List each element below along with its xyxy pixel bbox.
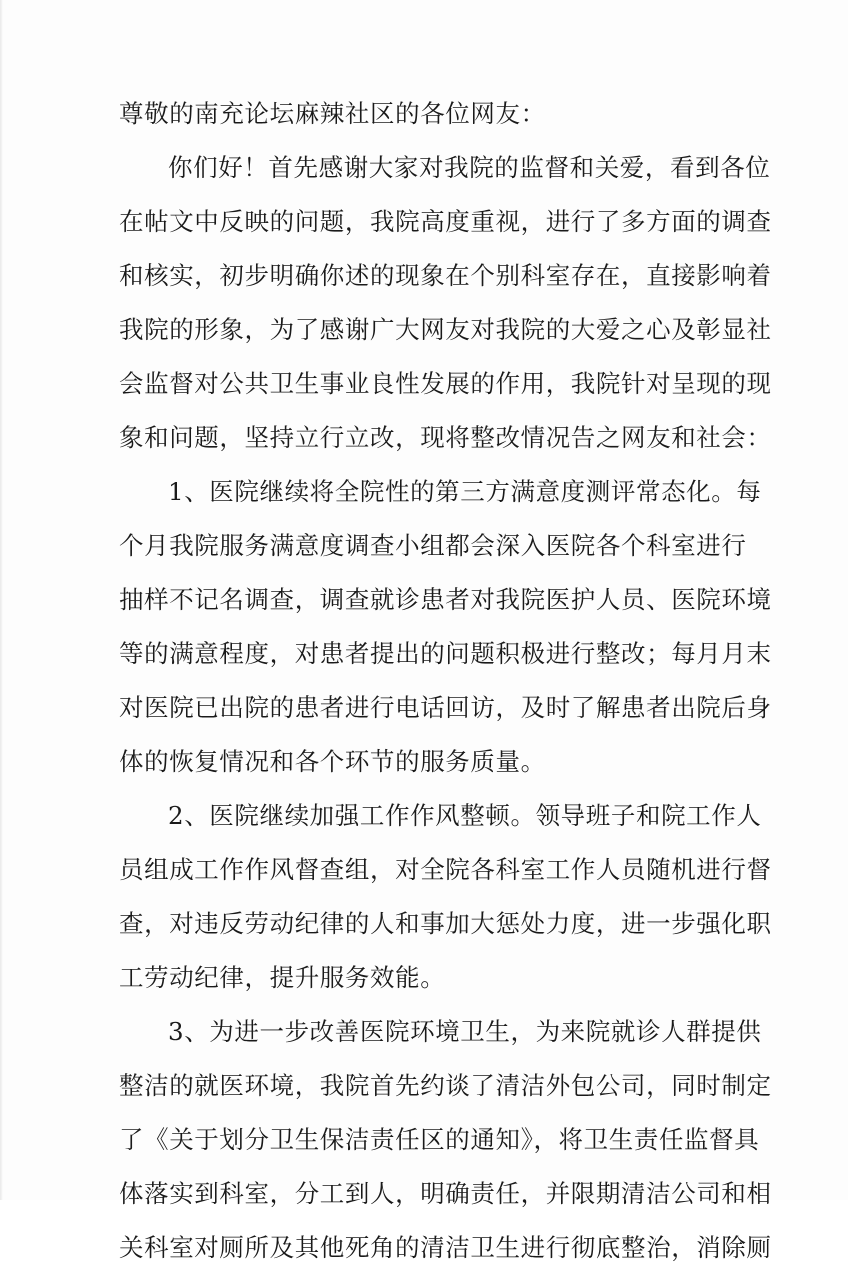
body-line: 抽样不记名调查，调查就诊患者对我院医护人员、医院环境: [119, 585, 772, 614]
salutation: 尊敬的南充论坛麻辣社区的各位网友：: [119, 99, 546, 128]
body-line: 了《关于划分卫生保洁责任区的通知》，将卫生责任监督具: [119, 1125, 760, 1154]
body-line: 查，对违反劳动纪律的人和事加大惩处力度，进一步强化职: [119, 909, 772, 938]
body-line: 对医院已出院的患者进行电话回访，及时了解患者出院后身: [119, 693, 772, 722]
body-line: 象和问题，坚持立行立改，现将整改情况告之网友和社会：: [119, 423, 772, 452]
body-line: 3、为进一步改善医院环境卫生，为来院就诊人群提供: [168, 1017, 762, 1046]
body-line: 和核实，初步明确你述的现象在个别科室存在，直接影响着: [119, 261, 772, 290]
body-line: 体的恢复情况和各个环节的服务质量。: [119, 747, 546, 776]
body-line: 2、医院继续加强工作作风整顿。领导班子和院工作人: [168, 801, 762, 830]
letter-body: [119, 87, 772, 1275]
body-line: 整洁的就医环境，我院首先约谈了清洁外包公司，同时制定: [119, 1071, 772, 1100]
body-line: 在帖文中反映的问题，我院高度重视，进行了多方面的调查: [119, 207, 772, 236]
body-line: 会监督对公共卫生事业良性发展的作用，我院针对呈现的现: [119, 369, 772, 398]
body-line: 关科室对厕所及其他死角的清洁卫生进行彻底整治，消除厕: [119, 1233, 772, 1262]
body-line: 个月我院服务满意度调查小组都会深入医院各个科室进行: [119, 531, 747, 560]
scan-edge-shadow: [0, 0, 3, 1200]
body-line: 工劳动纪律，提升服务效能。: [119, 963, 446, 992]
body-line: 员组成工作作风督查组，对全院各科室工作人员随机进行督: [119, 855, 772, 884]
body-line: 1、医院继续将全院性的第三方满意度测评常态化。每: [168, 477, 762, 506]
body-line: 等的满意程度，对患者提出的问题积极进行整改；每月月末: [119, 639, 772, 668]
body-line: 我院的形象，为了感谢广大网友对我院的大爱之心及彰显社: [119, 315, 772, 344]
body-line: 体落实到科室，分工到人，明确责任，并限期清洁公司和相: [119, 1179, 772, 1208]
body-line: 你们好！首先感谢大家对我院的监督和关爱，看到各位: [168, 153, 771, 182]
